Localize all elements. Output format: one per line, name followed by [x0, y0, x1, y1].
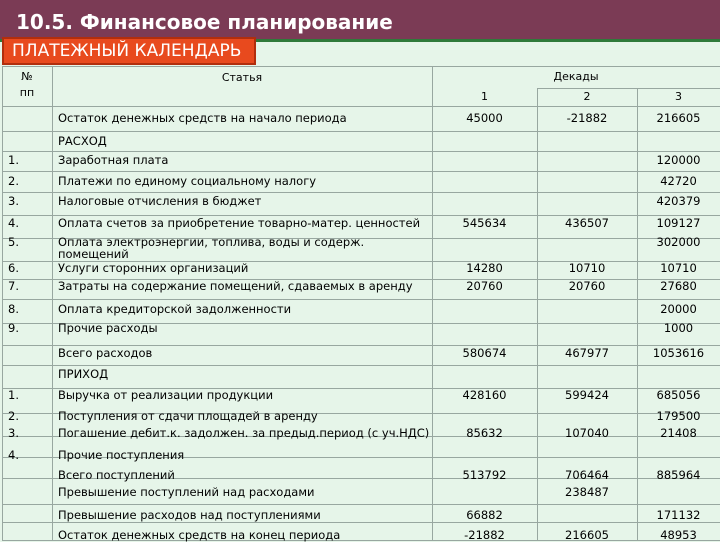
row-item: Всего расходов: [58, 346, 153, 360]
decade-2-value: 107040: [565, 426, 609, 440]
row-number: 1.: [8, 153, 19, 167]
row-item: Превышение расходов над поступлениями: [58, 508, 321, 522]
row-item: Выручка от реализации продукции: [58, 388, 274, 402]
decade-1-value: 580674: [462, 346, 507, 360]
decade-2-value: 20760: [568, 279, 606, 293]
decade-1-value: 85632: [466, 426, 503, 440]
row-number: 4.: [8, 448, 19, 462]
row-divider: [2, 299, 720, 300]
row-item: Заработная плата: [58, 153, 169, 167]
row-divider: [2, 522, 720, 523]
decade-3-value: 420379: [656, 194, 701, 208]
row-number: 6.: [8, 261, 19, 275]
decade-2-value: -21882: [566, 111, 608, 125]
row-item: Погашение дебит.к. задолжен. за предыд.период (с уч.НДС): [58, 426, 430, 440]
decades-divider: [537, 88, 720, 89]
row-number: 3.: [8, 194, 19, 208]
row-divider: [2, 171, 720, 172]
header-decade-1: 1: [481, 90, 488, 103]
header-no: №: [21, 70, 33, 83]
row-number: 3.: [8, 426, 19, 440]
row-item: Оплата счетов за приобретение товарно-матер. ценностей: [58, 216, 421, 230]
row-number: 4.: [8, 216, 19, 230]
decade-1-value: 545634: [462, 216, 507, 230]
row-divider: [2, 66, 720, 67]
decade-3-value: 42720: [660, 174, 697, 188]
decade-2-value: 10710: [568, 261, 606, 275]
decade-3-value: 1053616: [652, 346, 705, 360]
row-divider: [2, 192, 720, 193]
decade-2-value: 216605: [565, 528, 609, 542]
row-number: 8.: [8, 302, 19, 316]
decade-1-value: 45000: [466, 111, 503, 125]
row-item: Оплата кредиторской задолженности: [58, 302, 292, 316]
row-number: 9.: [8, 321, 19, 335]
row-divider: [2, 504, 720, 505]
decade-1-value: 66882: [466, 508, 503, 522]
decade-2-value: 238487: [565, 485, 609, 499]
row-divider: [2, 365, 720, 366]
row-number: 1.: [8, 388, 19, 402]
row-item: Остаток денежных средств на конец периода: [58, 528, 341, 542]
header-item: Статья: [221, 71, 263, 84]
decade-3-value: 179500: [656, 409, 701, 423]
decade-1-value: 14280: [466, 261, 503, 275]
decade-3-value: 171132: [656, 508, 701, 522]
row-number: 5.: [8, 235, 19, 249]
row-number: 2.: [8, 409, 19, 423]
row-item: Превышение поступлений над расходами: [58, 485, 315, 499]
decade-1-value: 513792: [462, 468, 507, 482]
decade-2-value: 706464: [565, 468, 609, 482]
header-decade-2: 2: [583, 90, 591, 103]
decade-3-value: 109127: [656, 216, 701, 230]
decade-2-value: 467977: [565, 346, 609, 360]
header-no-sub: пп: [19, 86, 35, 99]
decade-3-value: 685056: [656, 388, 701, 402]
row-item: Остаток денежных средств на начало периода: [58, 111, 347, 125]
decade-2-value: 436507: [565, 216, 609, 230]
decade-3-value: 27680: [660, 279, 697, 293]
decade-3-value: 1000: [663, 321, 694, 335]
row-number: 2.: [8, 174, 19, 188]
decade-3-value: 885964: [656, 468, 701, 482]
row-item: ПРИХОД: [58, 367, 109, 381]
row-item: РАСХОД: [58, 134, 107, 148]
row-item: Налоговые отчисления в бюджет: [58, 194, 262, 208]
row-item: Затраты на содержание помещений, сдаваемых в аренду: [58, 279, 413, 293]
decade-3-value: 302000: [656, 235, 701, 249]
decade-3-value: 10710: [660, 261, 697, 275]
column-divider: [2, 66, 3, 540]
decade-1-value: -21882: [464, 528, 505, 542]
calendar-banner: ПЛАТЕЖНЫЙ КАЛЕНДАРЬ: [2, 37, 256, 65]
column-divider: [52, 66, 53, 540]
header-decades: Декады: [553, 70, 599, 83]
decade-3-value: 20000: [660, 302, 697, 316]
row-item: Поступления от сдачи площадей в аренду: [58, 409, 318, 423]
decade-3-value: 216605: [656, 111, 701, 125]
row-item: Услуги сторонних организаций: [58, 261, 249, 275]
header-decade-3: 3: [675, 90, 682, 103]
payment-calendar-table: [2, 66, 720, 540]
row-item: Платежи по единому социальному налогу: [58, 174, 317, 188]
decade-3-value: 21408: [660, 426, 697, 440]
page-title: 10.5. Финансовое планирование: [16, 10, 393, 34]
decade-2-value: 599424: [565, 388, 609, 402]
decade-3-value: 120000: [656, 153, 701, 167]
decade-1-value: 428160: [462, 388, 507, 402]
row-item-cont: помещений: [58, 247, 129, 261]
row-item: Оплата электроэнергии, топлива, воды и содерж.: [58, 235, 365, 249]
row-divider: [2, 151, 720, 152]
row-item: Прочие поступления: [58, 448, 185, 462]
row-item: Прочие расходы: [58, 321, 158, 335]
row-divider: [2, 131, 720, 132]
row-number: 7.: [8, 279, 19, 293]
decade-1-value: 20760: [466, 279, 503, 293]
decade-3-value: 48953: [660, 528, 697, 542]
row-item: Всего поступлений: [58, 468, 175, 482]
row-divider: [2, 106, 720, 107]
